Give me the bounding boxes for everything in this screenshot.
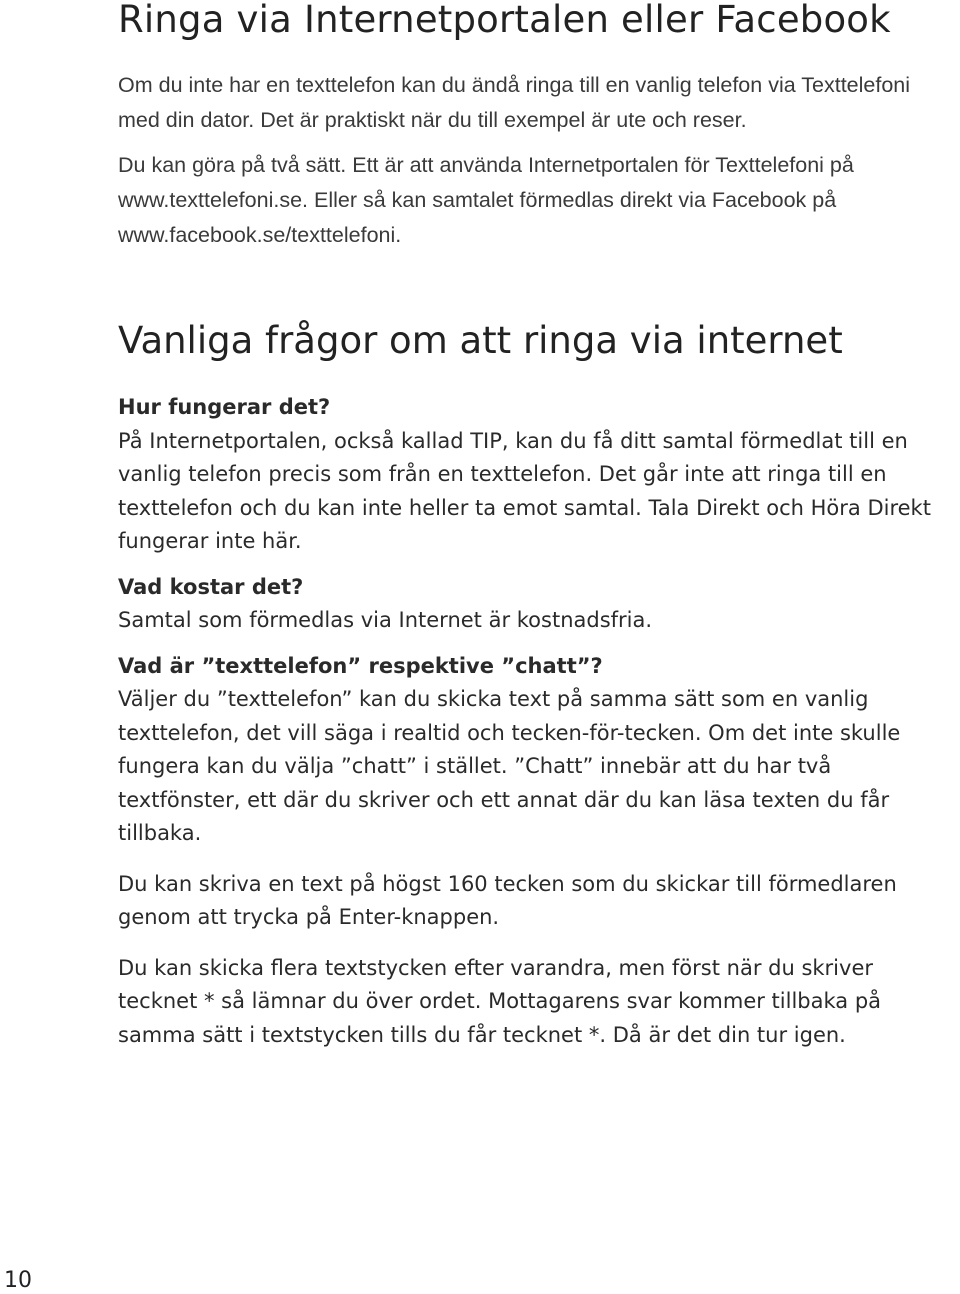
faq-paragraph-length: Du kan skriva en text på högst 160 tecken som du skickar till förmedlaren genom att trycka på Enter-knappen. [118, 871, 897, 929]
faq-heading: Vanliga frågor om att ringa via internet [118, 319, 843, 362]
faq-answer-modes: Väljer du ”texttelefon” kan du skicka text på samma sätt som en vanlig texttelefon, det vill säga i realtid och tecken-för-tecken. Om det inte skulle fungera kan du välja ”chatt” i stället. ”Chatt” innebär att du har två textfönster, ett där du skriver och ett annat där du kan läsa texten du får tillbaka. [118, 687, 901, 845]
intro-section [118, 68, 918, 263]
main-heading: Ringa via Internetportalen eller Facebook [118, 0, 891, 41]
faq-question-cost: Vad kostar det? [118, 574, 304, 599]
page-number: 10 [4, 1268, 32, 1293]
faq-answer-cost: Samtal som förmedlas via Internet är kostnadsfria. [118, 608, 653, 632]
intro-paragraph-1: Om du inte har en texttelefon kan du ändå ringa till en vanlig telefon via Texttelefoni med din dator. Det är praktiskt när du till exempel är ute och reser. [118, 73, 911, 132]
faq-paragraph-turns: Du kan skicka flera textstycken efter varandra, men först när du skriver tecknet * så lämnar du över ordet. Mottagarens svar kommer tillbaka på samma sätt i textstycken tills du får tecknet *. Då är det din tur igen. [118, 955, 882, 1047]
faq-question-modes: Vad är ”texttelefon” respektive ”chatt”? [118, 653, 603, 678]
faq-section [118, 391, 953, 1069]
intro-paragraph-2: Du kan göra på två sätt. Ett är att använda Internetportalen för Texttelefoni på www.texttelefoni.se. Eller så kan samtalet förmedlas direkt via Facebook på www.facebook.se/texttelefoni. [118, 153, 854, 247]
faq-answer-how: På Internetportalen, också kallad TIP, kan du få ditt samtal förmedlat till en vanlig telefon precis som från en texttelefon. Det går inte att ringa till en texttelefon och du kan inte heller ta emot samtal. Tala Direkt och Höra Direkt fungerar inte här. [118, 428, 931, 553]
faq-question-how: Hur fungerar det? [118, 395, 331, 419]
